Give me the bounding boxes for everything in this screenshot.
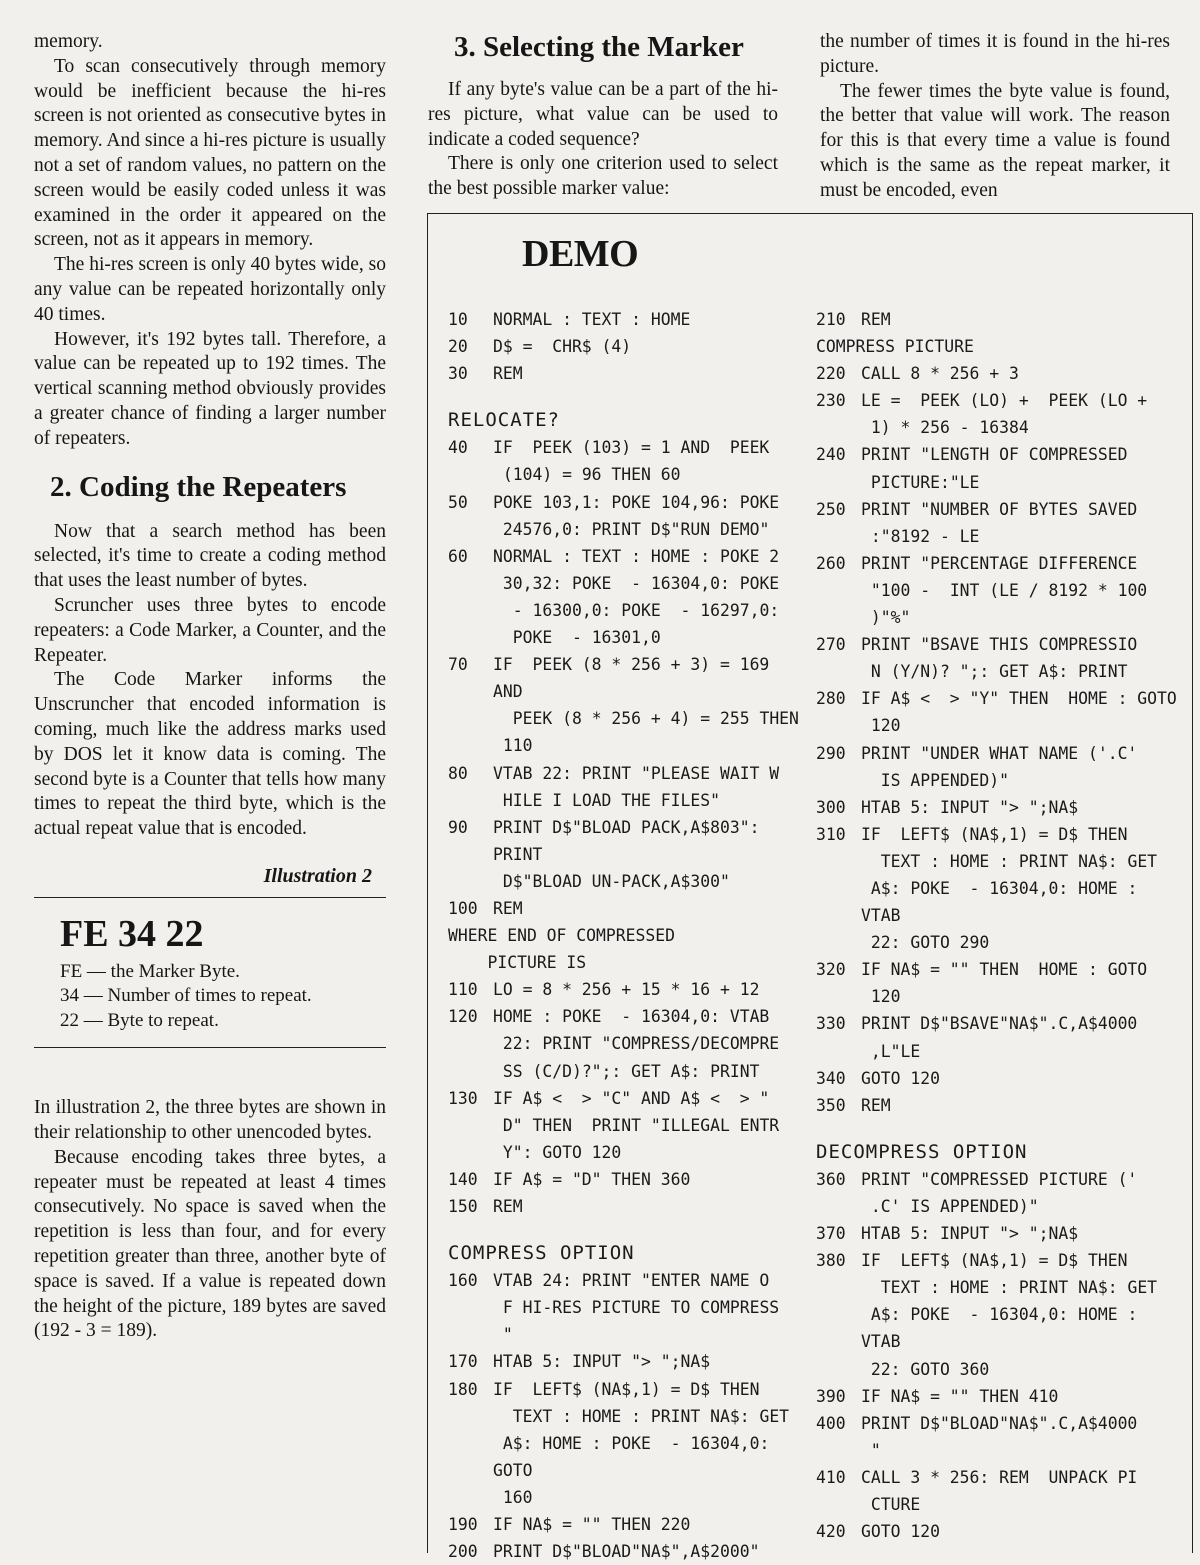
listing-line bbox=[448, 1538, 808, 1565]
line-number: 230 bbox=[816, 391, 846, 411]
listing-line bbox=[448, 1003, 808, 1084]
listing-line bbox=[816, 631, 1186, 685]
illustration-label: Illustration 2 bbox=[263, 864, 372, 887]
listing-statement: IF A$ < > "Y" THEN HOME : GOTO 120 bbox=[861, 689, 1177, 736]
line-number: 310 bbox=[816, 824, 846, 844]
line-number: 70 bbox=[448, 655, 468, 675]
listing-line bbox=[816, 1220, 1186, 1247]
line-number: 50 bbox=[448, 492, 468, 512]
line-number: 270 bbox=[816, 635, 846, 655]
listing-line bbox=[448, 1267, 808, 1348]
listing-line bbox=[816, 496, 1186, 550]
listing-line bbox=[448, 814, 808, 895]
listing-statement: VTAB 22: PRINT "PLEASE WAIT W HILE I LOAD THE FILES" bbox=[493, 763, 780, 810]
listing-line bbox=[816, 1092, 1186, 1119]
listing-statement: HOME : POKE - 16304,0: VTAB 22: PRINT "COMPRESS/DECOMPRE SS (C/D)?";: GET A$: PRINT bbox=[493, 1007, 780, 1081]
listing-statement: IF A$ < > "C" AND A$ < > " D" THEN PRINT "ILLEGAL ENTR Y": GOTO 120 bbox=[493, 1088, 780, 1162]
listing-line bbox=[448, 976, 808, 1003]
listing-line bbox=[448, 543, 808, 651]
listing-statement: PRINT "COMPRESSED PICTURE (' .C' IS APPENDED)" bbox=[861, 1169, 1138, 1216]
line-number: 30 bbox=[448, 364, 468, 384]
paragraph: To scan consecutively through memory would be inefficient because the hi-res screen is not oriented as consecutive bytes in memory. And since a hi-res picture is usually not a set of random values, no pattern on the screen would be easily coded unless it was examined in the order it appeared on the screen, not as it appears in memory. bbox=[34, 55, 386, 251]
listing-statement: GOTO 120 bbox=[861, 1522, 940, 1542]
listing-line bbox=[448, 1193, 808, 1220]
listing-statement: PRINT D$"BLOAD PACK,A$803": PRINT D$"BLOAD UN-PACK,A$300" bbox=[493, 817, 760, 891]
listing-statement: NORMAL : TEXT : HOME bbox=[493, 310, 691, 329]
listing-statement: IF PEEK (8 * 256 + 3) = 169 AND PEEK (8 * 256 + 4) = 255 THEN 110 bbox=[493, 655, 799, 756]
listing-line bbox=[448, 306, 808, 333]
article-column-1 bbox=[34, 30, 386, 1344]
line-number: 210 bbox=[816, 310, 846, 329]
article-column-3 bbox=[820, 30, 1170, 204]
line-number: 140 bbox=[448, 1169, 478, 1189]
paragraph: the number of times it is found in the hi-res picture. bbox=[820, 31, 1170, 77]
listing-statement: PRINT D$"BLOAD"NA$".C,A$4000 " bbox=[861, 1413, 1138, 1460]
listing-line bbox=[816, 306, 1186, 333]
line-number: 220 bbox=[816, 364, 846, 384]
listing-section-heading: DECOMPRESS OPTION bbox=[816, 1140, 1028, 1163]
listing-line bbox=[816, 1065, 1186, 1092]
line-number: 120 bbox=[448, 1007, 478, 1027]
paragraph: Because encoding takes three bytes, a repeater must be repeated at least 4 times consecutively. No space is saved when the repetition is less than four, and for every repetition greater than three, another byte of space is saved. If a value is repeated down the height of the picture, 189 bytes are saved (192 - 3 = 189). bbox=[34, 1146, 386, 1342]
listing-line bbox=[816, 1464, 1186, 1518]
paragraph: However, it's 192 bytes tall. Therefore, a value can be repeated up to 192 times. The vertical scanning method obviously provides a greater chance of finding a larger number of repeaters. bbox=[34, 328, 386, 449]
listing-line bbox=[448, 1348, 808, 1375]
listing-statement: PRINT D$"BLOAD"NA$",A$2000" bbox=[493, 1542, 760, 1562]
illustration-code: FE 34 22 bbox=[60, 912, 204, 955]
listing-line bbox=[816, 550, 1186, 631]
listing-statement: IF NA$ = "" THEN 220 bbox=[493, 1515, 691, 1535]
listing-statement: WHERE END OF COMPRESSED PICTURE IS bbox=[448, 926, 675, 973]
listing-statement: REM bbox=[493, 1197, 523, 1216]
listing-line bbox=[816, 1010, 1186, 1064]
paragraph: The Code Marker informs the Unscruncher that encoded information is coming, much like the address marks used by DOS let it know data is coming. The second byte is a Counter that tells how many times to repeat the third byte, which is the actual repeat value that is encoded. bbox=[34, 669, 386, 840]
listing-statement: REM bbox=[861, 310, 891, 329]
listing-remark-text bbox=[816, 333, 1186, 360]
listing-statement: IF LEFT$ (NA$,1) = D$ THEN TEXT : HOME : PRINT NA$: GET A$: HOME : POKE - 16304,0: GOTO 160 bbox=[493, 1379, 790, 1507]
line-number: 130 bbox=[448, 1088, 478, 1108]
line-number: 240 bbox=[816, 445, 846, 465]
paragraph: memory. bbox=[34, 31, 103, 52]
line-number: 340 bbox=[816, 1068, 846, 1088]
line-number: 380 bbox=[816, 1251, 846, 1271]
listing-statement: LO = 8 * 256 + 15 * 16 + 12 bbox=[493, 980, 760, 1000]
listing-line bbox=[448, 1376, 808, 1511]
listing-statement: VTAB 24: PRINT "ENTER NAME O F HI-RES PICTURE TO COMPRESS " bbox=[493, 1271, 780, 1345]
listing-statement: REM bbox=[493, 364, 523, 384]
listing-statement: D$ = CHR$ (4) bbox=[493, 337, 632, 357]
paragraph: There is only one criterion used to select the best possible marker value: bbox=[428, 153, 778, 200]
listing-statement: POKE 103,1: POKE 104,96: POKE 24576,0: PRINT D$"RUN DEMO" bbox=[493, 492, 780, 539]
listing-line bbox=[448, 1166, 808, 1193]
line-number: 390 bbox=[816, 1386, 846, 1406]
listing-statement: CALL 8 * 256 + 3 bbox=[861, 364, 1019, 384]
listing-line bbox=[816, 1166, 1186, 1220]
line-number: 320 bbox=[816, 960, 846, 980]
listing-line bbox=[816, 685, 1186, 739]
listing-column-left bbox=[448, 306, 808, 1565]
listing-statement: HTAB 5: INPUT "> ";NA$ bbox=[861, 797, 1079, 817]
line-number: 170 bbox=[448, 1352, 478, 1372]
paragraph: Now that a search method has been selected, it's time to create a coding method that uses the least number of bytes. bbox=[34, 520, 386, 592]
paragraph: Scruncher uses three bytes to encode repeaters: a Code Marker, a Counter, and the Repeater. bbox=[34, 594, 386, 666]
line-number: 410 bbox=[816, 1467, 846, 1487]
listing-line bbox=[448, 489, 808, 543]
line-number: 280 bbox=[816, 689, 846, 709]
line-number: 40 bbox=[448, 438, 468, 458]
listing-statement: PRINT "PERCENTAGE DIFFERENCE "100 - INT (LE / 8192 * 100 )"%" bbox=[861, 553, 1148, 628]
demo-title: DEMO bbox=[522, 233, 639, 275]
listing-line bbox=[448, 333, 808, 360]
paragraph: The hi-res screen is only 40 bytes wide, so any value can be repeated horizontally only 40 times. bbox=[34, 254, 386, 325]
line-number: 100 bbox=[448, 898, 478, 918]
line-number: 200 bbox=[448, 1542, 478, 1562]
paragraph: If any byte's value can be a part of the hi-res picture, what value can be used to indicate a coded sequence? bbox=[428, 79, 778, 150]
listing-line bbox=[448, 895, 808, 922]
section-heading: 3. Selecting the Marker bbox=[454, 31, 744, 63]
listing-statement: PRINT "LENGTH OF COMPRESSED PICTURE:"LE bbox=[861, 445, 1128, 492]
line-number: 370 bbox=[816, 1224, 846, 1244]
listing-statement: IF LEFT$ (NA$,1) = D$ THEN TEXT : HOME : PRINT NA$: GET A$: POKE - 16304,0: HOME : VTAB 22: GOTO 360 bbox=[861, 1251, 1158, 1379]
illustration-line: 34 — Number of times to repeat. bbox=[60, 985, 312, 1007]
listing-line bbox=[816, 740, 1186, 794]
demo-listing-box bbox=[427, 213, 1193, 1562]
line-number: 60 bbox=[448, 546, 468, 566]
listing-line bbox=[448, 434, 808, 488]
listing-line bbox=[816, 1383, 1186, 1410]
article-column-2 bbox=[428, 30, 778, 202]
line-number: 80 bbox=[448, 763, 468, 783]
listing-remark-text bbox=[448, 922, 808, 976]
listing-line bbox=[816, 1518, 1186, 1545]
listing-line bbox=[816, 441, 1186, 495]
line-number: 260 bbox=[816, 553, 846, 573]
section-heading: 2. Coding the Repeaters bbox=[50, 470, 347, 503]
illustration-line: 22 — Byte to repeat. bbox=[60, 1009, 219, 1031]
line-number: 190 bbox=[448, 1515, 478, 1535]
listing-statement: LE = PEEK (LO) + PEEK (LO + 1) * 256 - 16384 bbox=[861, 391, 1148, 438]
listing-line bbox=[816, 1247, 1186, 1382]
listing-line bbox=[448, 1085, 808, 1166]
listing-section-heading: RELOCATE? bbox=[448, 409, 560, 432]
listing-line bbox=[448, 760, 808, 814]
line-number: 350 bbox=[816, 1095, 846, 1115]
line-number: 400 bbox=[816, 1413, 846, 1433]
line-number: 290 bbox=[816, 743, 846, 763]
listing-column-right bbox=[816, 306, 1186, 1545]
listing-line bbox=[816, 387, 1186, 441]
listing-statement: IF LEFT$ (NA$,1) = D$ THEN TEXT : HOME : PRINT NA$: GET A$: POKE - 16304,0: HOME : VTAB 22: GOTO 290 bbox=[861, 824, 1158, 953]
listing-line bbox=[448, 651, 808, 759]
listing-statement: GOTO 120 bbox=[861, 1068, 940, 1088]
listing-line bbox=[816, 1410, 1186, 1464]
listing-statement: PRINT "UNDER WHAT NAME ('.C' IS APPENDED)" bbox=[861, 743, 1138, 790]
illustration-line: FE — the Marker Byte. bbox=[60, 960, 240, 982]
listing-statement: IF NA$ = "" THEN HOME : GOTO 120 bbox=[861, 960, 1148, 1007]
line-number: 110 bbox=[448, 980, 478, 1000]
listing-statement: IF A$ = "D" THEN 360 bbox=[493, 1169, 691, 1189]
line-number: 20 bbox=[448, 337, 468, 357]
listing-line bbox=[816, 360, 1186, 387]
listing-statement: IF PEEK (103) = 1 AND PEEK (104) = 96 THEN 60 bbox=[493, 438, 770, 485]
listing-statement: COMPRESS PICTURE bbox=[816, 337, 974, 357]
listing-statement: REM bbox=[861, 1095, 891, 1115]
listing-statement: CALL 3 * 256: REM UNPACK PI CTURE bbox=[861, 1467, 1138, 1515]
line-number: 150 bbox=[448, 1197, 478, 1216]
line-number: 180 bbox=[448, 1379, 478, 1399]
divider bbox=[34, 1047, 386, 1048]
line-number: 90 bbox=[448, 817, 468, 837]
paragraph: In illustration 2, the three bytes are shown in their relationship to other unencoded bytes. bbox=[34, 1097, 386, 1143]
listing-line bbox=[816, 821, 1186, 956]
listing-statement: HTAB 5: INPUT "> ";NA$ bbox=[493, 1352, 711, 1372]
listing-statement: PRINT D$"BSAVE"NA$".C,A$4000 ,L"LE bbox=[861, 1014, 1138, 1061]
listing-line bbox=[816, 794, 1186, 821]
listing-statement: PRINT "BSAVE THIS COMPRESSIO N (Y/N)? ";: GET A$: PRINT bbox=[861, 635, 1138, 682]
listing-line bbox=[816, 956, 1186, 1010]
listing-statement: HTAB 5: INPUT "> ";NA$ bbox=[861, 1224, 1079, 1244]
line-number: 330 bbox=[816, 1014, 846, 1034]
paragraph: The fewer times the byte value is found, the better that value will work. The reason for this is that every time a value is found which is the same as the repeat marker, it must be encoded, even bbox=[820, 80, 1170, 201]
listing-statement: REM bbox=[493, 898, 523, 918]
line-number: 250 bbox=[816, 499, 846, 519]
line-number: 360 bbox=[816, 1169, 846, 1189]
line-number: 10 bbox=[448, 310, 468, 329]
illustration-box bbox=[34, 898, 386, 1048]
listing-section-heading: COMPRESS OPTION bbox=[448, 1242, 635, 1265]
listing-line bbox=[448, 360, 808, 387]
listing-statement: NORMAL : TEXT : HOME : POKE 2 30,32: POKE - 16304,0: POKE - 16300,0: POKE - 16297,0: POKE - 16301,0 bbox=[493, 546, 780, 648]
line-number: 160 bbox=[448, 1271, 478, 1291]
listing-statement: IF NA$ = "" THEN 410 bbox=[861, 1386, 1059, 1406]
listing-line bbox=[448, 1511, 808, 1538]
line-number: 300 bbox=[816, 797, 846, 817]
line-number: 420 bbox=[816, 1522, 846, 1542]
listing-statement: PRINT "NUMBER OF BYTES SAVED :"8192 - LE bbox=[861, 499, 1138, 546]
